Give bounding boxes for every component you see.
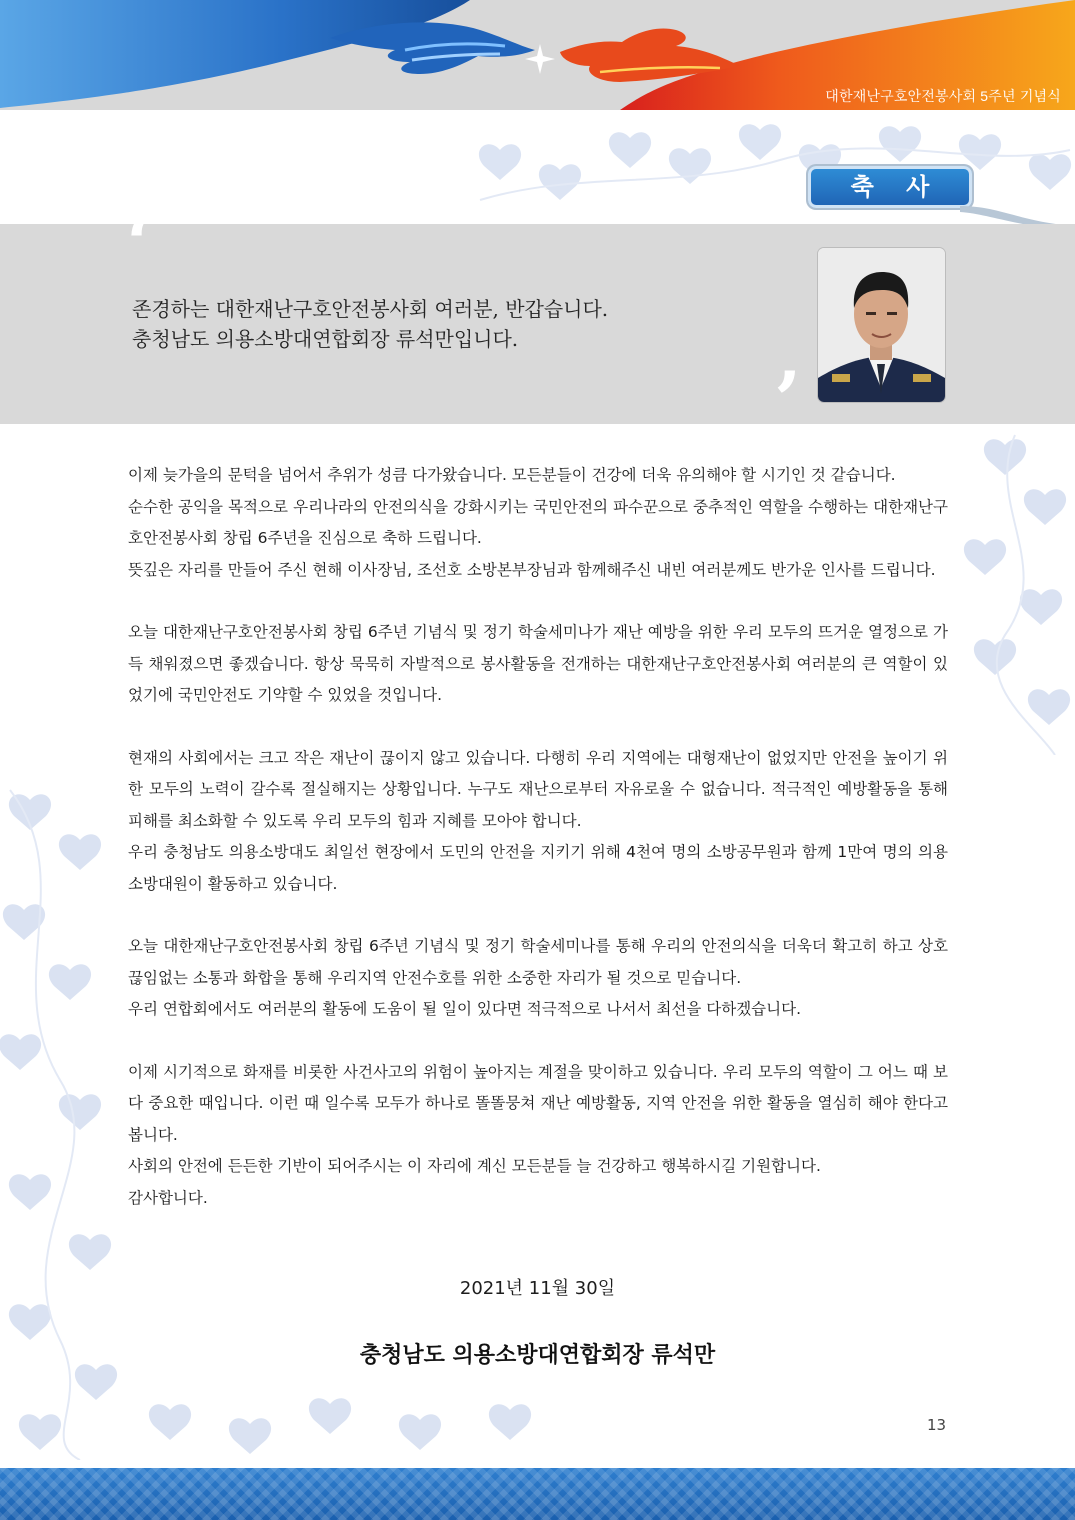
- body-line: 오늘 대한재난구호안전봉사회 창립 6주년 기념식 및 정기 학술세미나가 재난 예방을 위한 우리 모두의 뜨거운 열정으로 가득 채워졌으면 좋겠습니다. 항상 묵묵히 자발적으로 봉사활동을 전개하는 대한재난구호안전봉사회 여러분의 큰 역할이 있었기에 국민안전도 기약할 수 있었을 것입니다.: [128, 623, 948, 704]
- date-line: 2021년 11월 30일: [459, 1278, 616, 1299]
- body-paragraph: [128, 931, 948, 1026]
- right-vine-decoration: [945, 425, 1075, 755]
- body-paragraph: [128, 743, 948, 901]
- body-line: 사회의 안전에 든든한 기반이 되어주시는 이 자리에 계신 모든분들 늘 건강하고 행복하시길 기원합니다.: [128, 1157, 821, 1175]
- bottom-vine-decoration: [130, 1380, 560, 1470]
- body-line: 감사합니다.: [128, 1188, 208, 1207]
- footer-band: [0, 1468, 1075, 1520]
- address-body: [128, 460, 948, 1214]
- body-paragraph: [128, 617, 948, 712]
- author-portrait: [818, 248, 945, 402]
- body-paragraph: [128, 1057, 948, 1215]
- body-line: 이제 늦가을의 문턱을 넘어서 추위가 성큼 다가왔습니다. 모든분들이 건강에 더욱 유의해야 할 시기인 것 같습니다.: [128, 466, 896, 484]
- body-line: 이제 시기적으로 화재를 비롯한 사건사고의 위험이 높아지는 계절을 맞이하고 있습니다. 우리 모두의 역할이 그 어느 때 보다 중요한 때입니다. 이런 때 일수록 모두가 하나로 똘똘뭉쳐 재난 예방활동, 지역 안전을 위한 활동을 열심히 해야 한다고 봅니다.: [128, 1062, 948, 1144]
- body-paragraph: [128, 460, 948, 586]
- body-line: 우리 연합회에서도 여러분의 활동에 도움이 될 일이 있다면 적극적으로 나서서 최선을 다하겠습니다.: [128, 1000, 802, 1018]
- section-title-badge: 축 사: [808, 166, 972, 208]
- greeting-line: 존경하는 대한재난구호안전봉사회 여러분, 반갑습니다.: [132, 297, 609, 321]
- signature: 충청남도 의용소방대연합회장 류석만: [359, 1343, 716, 1368]
- open-quote-mark: ‘: [126, 199, 154, 290]
- body-line: 뜻깊은 자리를 만들어 주신 현해 이사장님, 조선호 소방본부장님과 함께해주신 내빈 여러분께도 반가운 인사를 드립니다.: [128, 560, 936, 579]
- body-line: 순수한 공익을 목적으로 우리나라의 안전의식을 강화시키는 국민안전의 파수꾼으로 중추적인 역할을 수행하는 대한재난구호안전봉사회 창립 6주년을 진심으로 축하 드립니다.: [128, 497, 948, 547]
- body-line: 현재의 사회에서는 크고 작은 재난이 끊이지 않고 있습니다. 다행히 우리 지역에는 대형재난이 없었지만 안전을 높이기 위한 모두의 노력이 갈수록 절실해지는 상황입니다. 누구도 재난으로부터 자유로울 수 없습니다. 적극적인 예방활동을 통해 피해를 최소화할 수 있도록 우리 모두의 힘과 지혜를 모아야 합니다.: [128, 748, 948, 830]
- body-line: 우리 충청남도 의용소방대도 최일선 현장에서 도민의 안전을 지키기 위해 4천여 명의 소방공무원과 함께 1만여 명의 의용소방대원이 활동하고 있습니다.: [128, 843, 948, 893]
- blue-hand-fingers: [330, 22, 535, 74]
- body-line: 오늘 대한재난구호안전봉사회 창립 6주년 기념식 및 정기 학술세미나를 통해 우리의 안전의식을 더욱더 확고히 하고 상호 끊임없는 소통과 화합을 통해 우리지역 안전수호를 위한 소중한 자리가 될 것으로 믿습니다.: [128, 937, 948, 987]
- page-number: 13: [927, 1416, 947, 1434]
- header-caption: 대한재난구호안전봉사회 5주년 기념식: [825, 88, 1061, 104]
- greeting-text: [132, 294, 772, 354]
- person-portrait-icon: [818, 248, 945, 402]
- close-quote-mark: ’: [774, 355, 802, 446]
- greeting-line: 충청남도 의용소방대연합회장 류석만입니다.: [132, 327, 519, 351]
